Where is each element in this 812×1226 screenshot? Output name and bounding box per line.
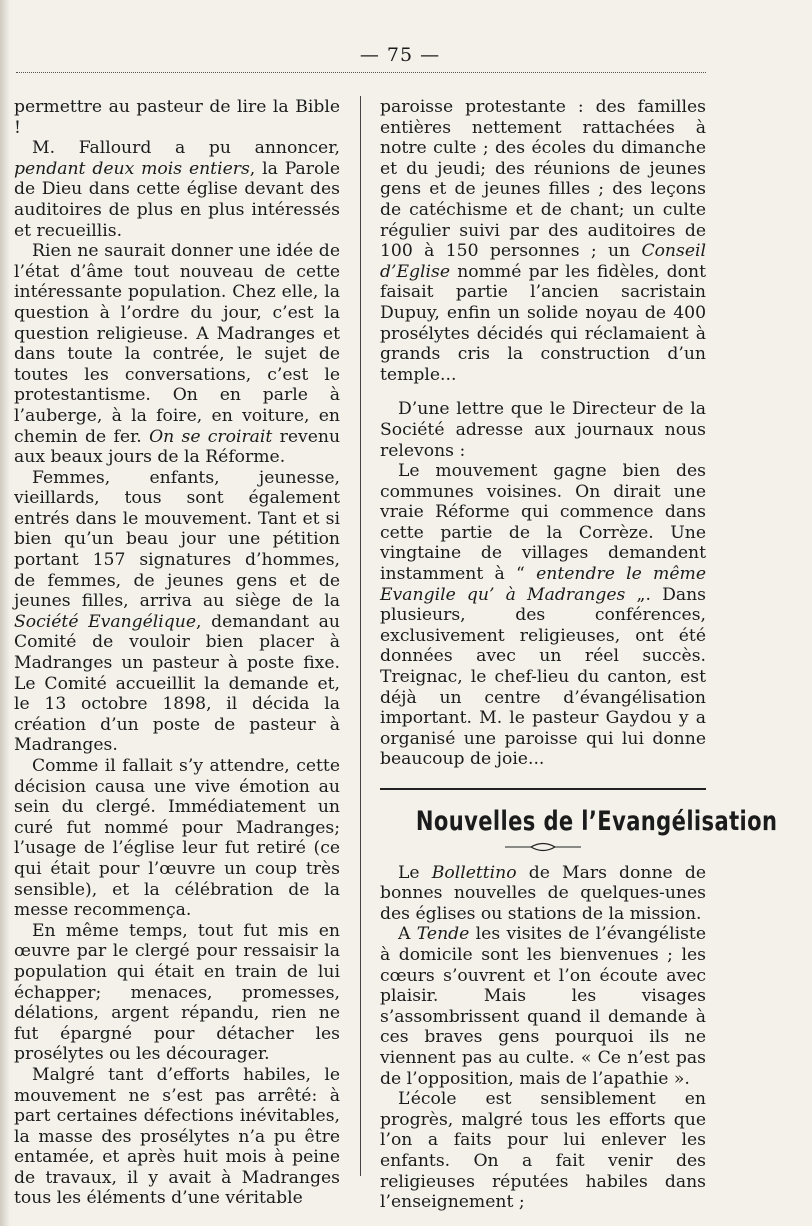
ornament-divider-icon [503, 841, 583, 853]
left-column [14, 97, 340, 1209]
paragraph: Rien ne saurait donner une idée de l’état d’âme tout nouveau de cette intéressante population. Chez elle, la question à l’ordre du jour, c’est la question religieuse. A Madranges et dans toute la contrée, le sujet de toutes les conversations, c’est le protestantisme. On en parle à l’auberge, à la foire, en voiture, en chemin de fer. On se croirait revenu aux beaux jours de la Réforme. [14, 241, 341, 468]
paragraph: A Tende les visites de l’évangéliste à domicile sont les bienvenues ; les cœurs s’ouvrent et l’on écoute avec plaisir. Mais les visages s’assombrissent quand il demande à ces braves gens pourquoi ils ne viennent pas au culte. « Ce n’est pas de l’opposition, mais de l’apathie ». [380, 924, 706, 1089]
paragraph: M. Fallourd a pu annoncer, pendant deux mois entiers, la Parole de Dieu dans cette église devant des auditoires de plus en plus intéressés et recueillis. [14, 138, 340, 241]
header-rule [16, 72, 706, 73]
section-title: Nouvelles de l’Evangélisation [415, 806, 778, 837]
paragraph: Comme il fallait s’y attendre, cette décision causa une vive émotion au sein du clergé. Immédiatement un curé fut nommé pour Madranges; l’usage de l’église leur fut retiré (ce qui était pour l’œuvre un coup très sensible), et la célébration de la messe recommença. [14, 756, 340, 921]
paragraph: L’école est sensiblement en progrès, malgré tous les efforts que l’on a faits pour lui enlever les enfants. On a fait venir des religieuses réputées habiles dans l’enseignement ; [380, 1089, 706, 1213]
paragraph: D’une lettre que le Directeur de la Société adresse aux journaux nous relevons : [380, 399, 706, 461]
section-rule [380, 788, 706, 790]
paragraph: En même temps, tout fut mis en œuvre par le clergé pour ressaisir la population qui était en train de lui échapper; menaces, promesses, délations, argent répandu, rien ne fut épargné pour détacher les prosélytes ou les décourager. [14, 920, 340, 1065]
paragraph: paroisse protestante : des familles entières nettement rattachées à notre culte ; des écoles du dimanche et du jeudi; des réunions de jeunes gens et de jeunes filles ; des leçons de catéchisme et de chant; un culte régulier suivi par des auditoires de 100 à 150 personnes ; un Conseil d’Eglise nommé par les fidèles, dont faisait partie l’ancien sacristain Dupuy, enfin un solide noyau de 400 prosélytes décidés qui réclamaient à grands cris la construction d’un temple... [380, 97, 706, 385]
right-column [380, 97, 778, 1213]
column-divider [360, 96, 361, 1176]
paragraph: Le mouvement gagne bien des communes voisines. On dirait une vraie Réforme qui commence dans cette partie de la Corrèze. Une vingtaine de villages demandent instamment à “ entendre le même Evangile qu’ à Madranges „. Dans plusieurs, des conférences, exclusivement religieuses, ont été données avec un réel succès. Treignac, le chef-lieu du canton, est déjà un centre d’évangélisation important. M. le pasteur Gaydou y a organisé une paroisse qui lui donne beaucoup de joie... [380, 461, 706, 770]
page-binding-shadow [0, 0, 10, 1226]
paragraph: Le Bollettino de Mars donne de bonnes nouvelles de quelques-unes des églises ou stations de la mission. [380, 862, 706, 924]
page-number: — 75 — [359, 44, 441, 66]
paragraph: Femmes, enfants, jeunesse, vieillards, tous sont également entrés dans le mouvement. Tant et si bien qu’un beau jour une pétition portant 157 signatures d’hommes, de femmes, de jeunes gens et de jeunes filles, arriva au siège de la Société Evangélique, demandant au Comité de vouloir bien placer à Madranges un pasteur à poste fixe. Le Comité accueillit la demande et, le 13 octobre 1898, il décida la création d’un poste de pasteur à Madranges. [14, 467, 340, 756]
paragraph: Malgré tant d’efforts habiles, le mouvement ne s’est pas arrêté: à part certaines défections inévitables, la masse des prosélytes n’a pu être entamée, et après huit mois à peine de travaux, il y avait à Madranges tous les éléments d’une véritable [14, 1064, 340, 1209]
paragraph: permettre au pasteur de lire la Bible ! [14, 97, 340, 138]
